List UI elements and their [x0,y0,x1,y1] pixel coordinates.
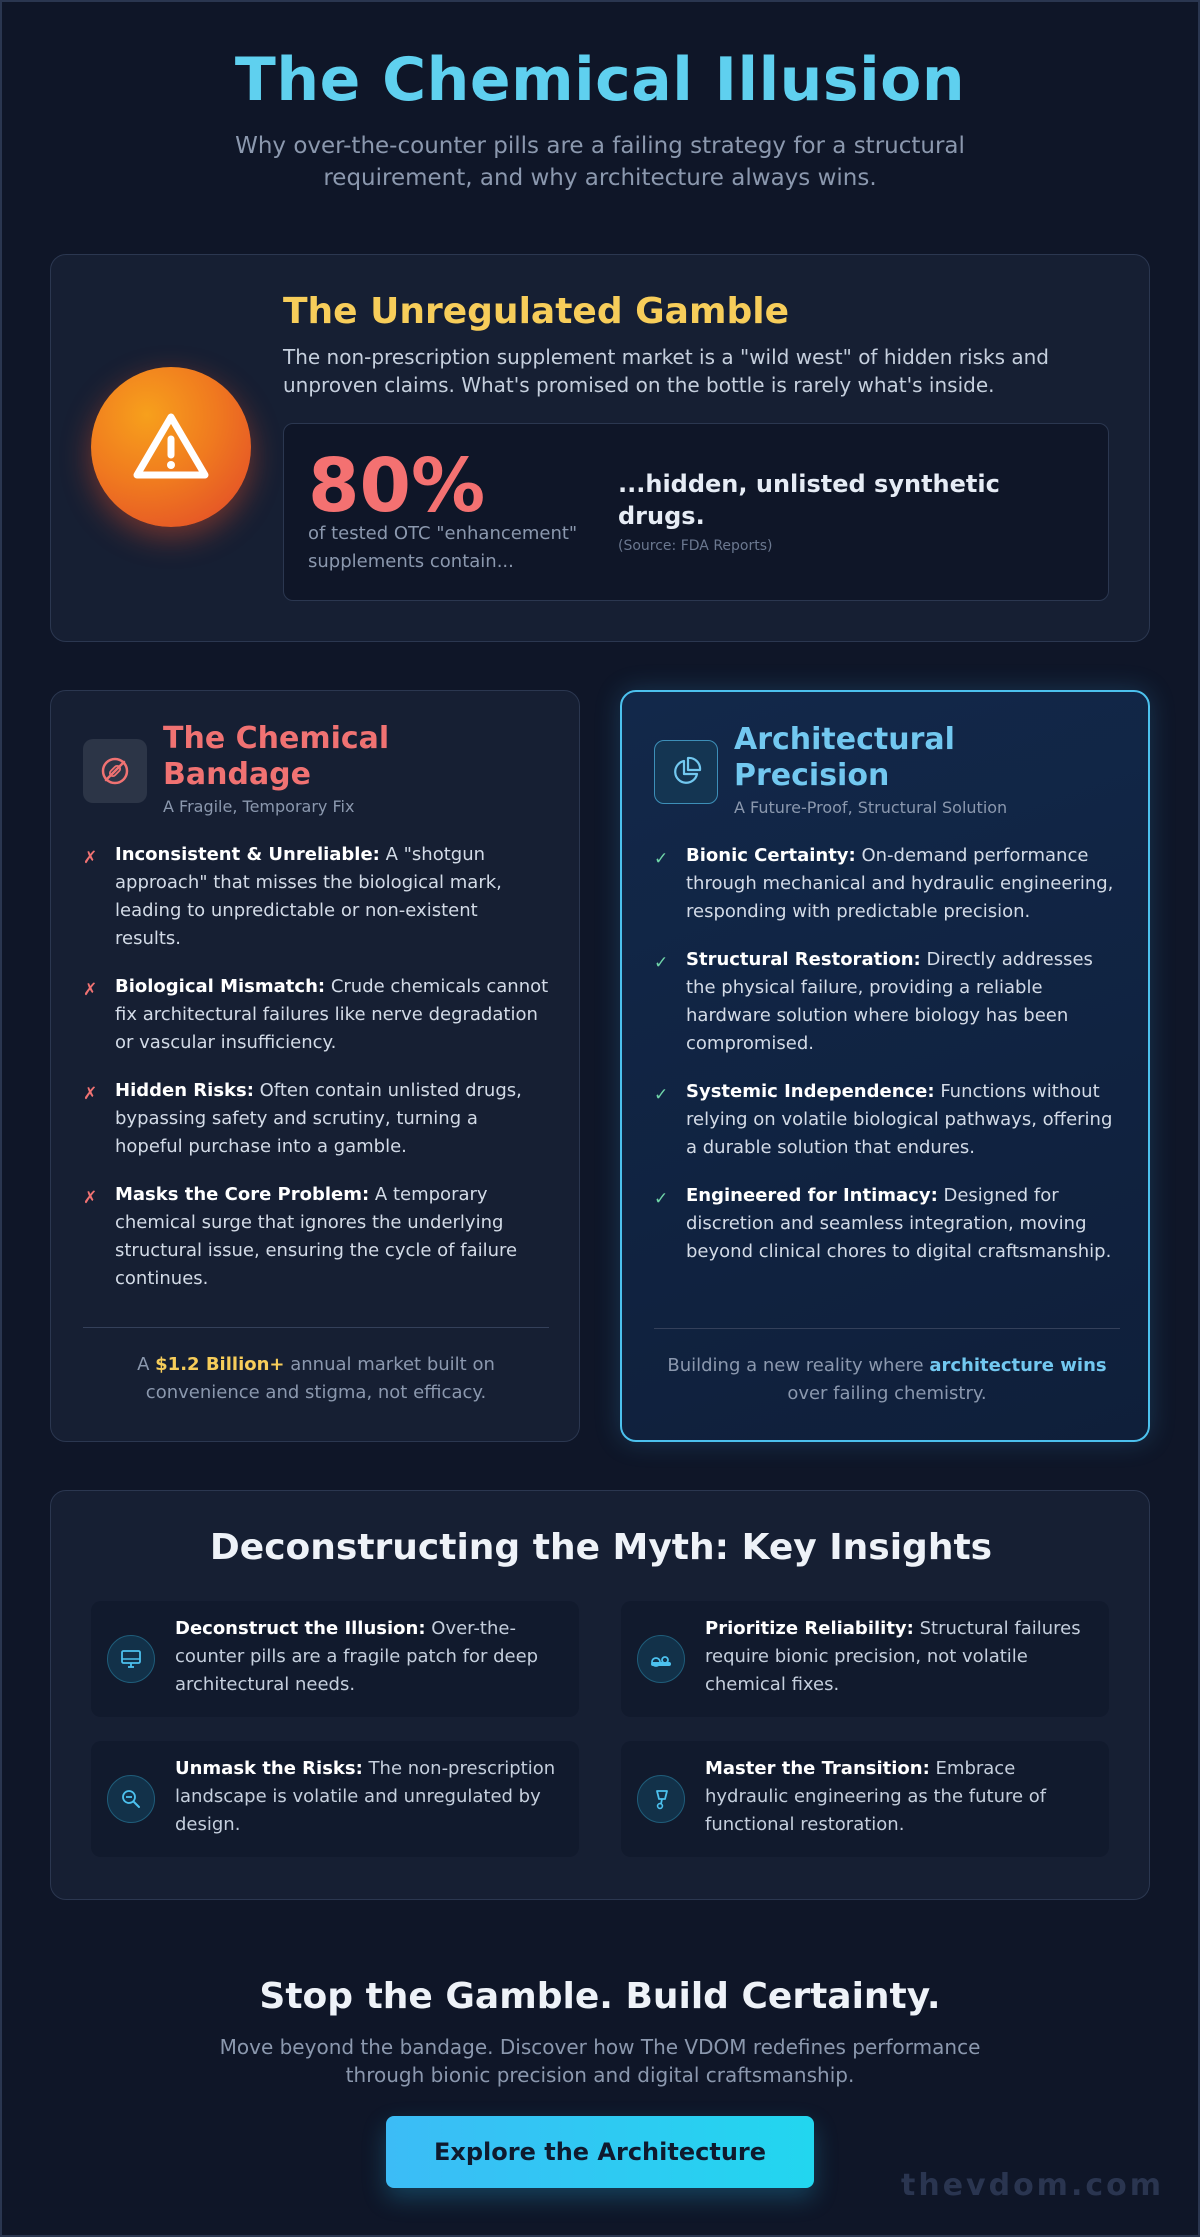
cogs-icon [637,1635,685,1683]
key-insights-card [50,1490,1150,1900]
cross-icon: ✗ [83,1084,98,1104]
cross-icon: ✗ [83,1188,98,1208]
stat-box [283,423,1109,601]
cross-icon: ✗ [83,848,98,868]
cta-title: Stop the Gamble. Build Certainty. [259,1976,941,2017]
precision-footer: Building a new reality where architecture wins over failing chemistry. [667,1355,1107,1404]
gamble-description: The non-prescription supplement market is a "wild west" of hidden risks and unproven claims. What's promised on the bottle is rarely what's inside. [283,345,1049,397]
stat-label: of tested OTC "enhancement" supplements contain... [308,523,578,572]
list-item: ✓ Bionic Certainty: On-demand performance through mechanical and hydraulic engineering, responding with predictable precision. [654,845,1114,922]
insight-transition: Master the Transition: Embrace hydraulic engineering as the future of functional restoration. [621,1741,1109,1857]
hero-header [0,44,1200,194]
stat-claim: ...hidden, unlisted synthetic drugs. [618,470,1000,530]
list-item: ✗ Masks the Core Problem: A temporary chemical surge that ignores the underlying structural issue, ensuring the cycle of failure continues. [83,1184,518,1289]
gamble-card [50,254,1150,642]
architecture-wins-highlight: architecture wins [929,1355,1107,1376]
pie-chart-icon [654,740,718,804]
precision-title: Architectural Precision [734,722,955,793]
divider [83,1327,549,1328]
bandage-title: The Chemical Bandage [163,721,390,792]
divider [654,1328,1120,1329]
check-icon: ✓ [654,953,669,973]
architectural-precision-card [620,690,1150,1442]
cross-icon: ✗ [83,980,98,1000]
prohibited-pill-icon [83,739,147,803]
brush-icon [637,1775,685,1823]
insights-title: Deconstructing the Myth: Key Insights [209,1527,993,1568]
page-title: The Chemical Illusion [234,45,966,115]
bandage-footer: A $1.2 Billion+ annual market built on convenience and stigma, not efficacy. [137,1354,495,1403]
gamble-title: The Unregulated Gamble [283,291,790,332]
insight-reliability: Prioritize Reliability: Structural failures require bionic precision, not volatile chemical fixes. [621,1601,1109,1717]
list-item: ✓ Systemic Independence: Functions without relying on volatile biological pathways, offering a durable solution that endures. [654,1081,1113,1158]
list-item: ✓ Engineered for Intimacy: Designed for discretion and seamless integration, moving beyond clinical chores to digital craftsmanship. [654,1185,1112,1262]
precision-list [654,842,1120,1286]
search-minus-icon [107,1775,155,1823]
list-item: ✗ Inconsistent & Unreliable: A "shotgun approach" that misses the biological mark, leading to unpredictable or non-existent results. [83,844,502,949]
check-icon: ✓ [654,1085,669,1105]
bandage-subtitle: A Fragile, Temporary Fix [163,797,355,816]
page-subtitle: Why over-the-counter pills are a failing strategy for a structural requirement, and why architecture always wins. [235,133,965,191]
site-watermark: thevdom.com [901,2168,1164,2203]
insight-risks: Unmask the Risks: The non-prescription landscape is volatile and unregulated by design. [91,1741,579,1857]
explore-architecture-button[interactable]: Explore the Architecture [386,2116,814,2188]
warning-triangle-icon [91,367,251,527]
market-size-highlight: $1.2 Billion+ [155,1354,285,1375]
check-icon: ✓ [654,1189,669,1209]
stat-value: 80% [308,443,486,529]
precision-subtitle: A Future-Proof, Structural Solution [734,798,1008,817]
chemical-bandage-card [50,690,580,1442]
list-item: ✗ Hidden Risks: Often contain unlisted drugs, bypassing safety and scrutiny, turning a hopeful purchase into a gamble. [83,1080,522,1157]
stat-source: (Source: FDA Reports) [618,538,773,554]
insight-deconstruct: Deconstruct the Illusion: Over-the-counter pills are a fragile patch for deep architectural needs. [91,1601,579,1717]
cta-text: Move beyond the bandage. Discover how The VDOM redefines performance through bionic precision and digital craftsmanship. [219,2035,981,2087]
check-icon: ✓ [654,849,669,869]
list-item: ✗ Biological Mismatch: Crude chemicals cannot fix architectural failures like nerve degradation or vascular insufficiency. [83,976,549,1053]
cta-section [0,1976,1200,2089]
list-item: ✓ Structural Restoration: Directly addresses the physical failure, providing a reliable hardware solution where biology has been compromised. [654,949,1093,1054]
monitor-icon [107,1635,155,1683]
bandage-list [83,841,549,1313]
